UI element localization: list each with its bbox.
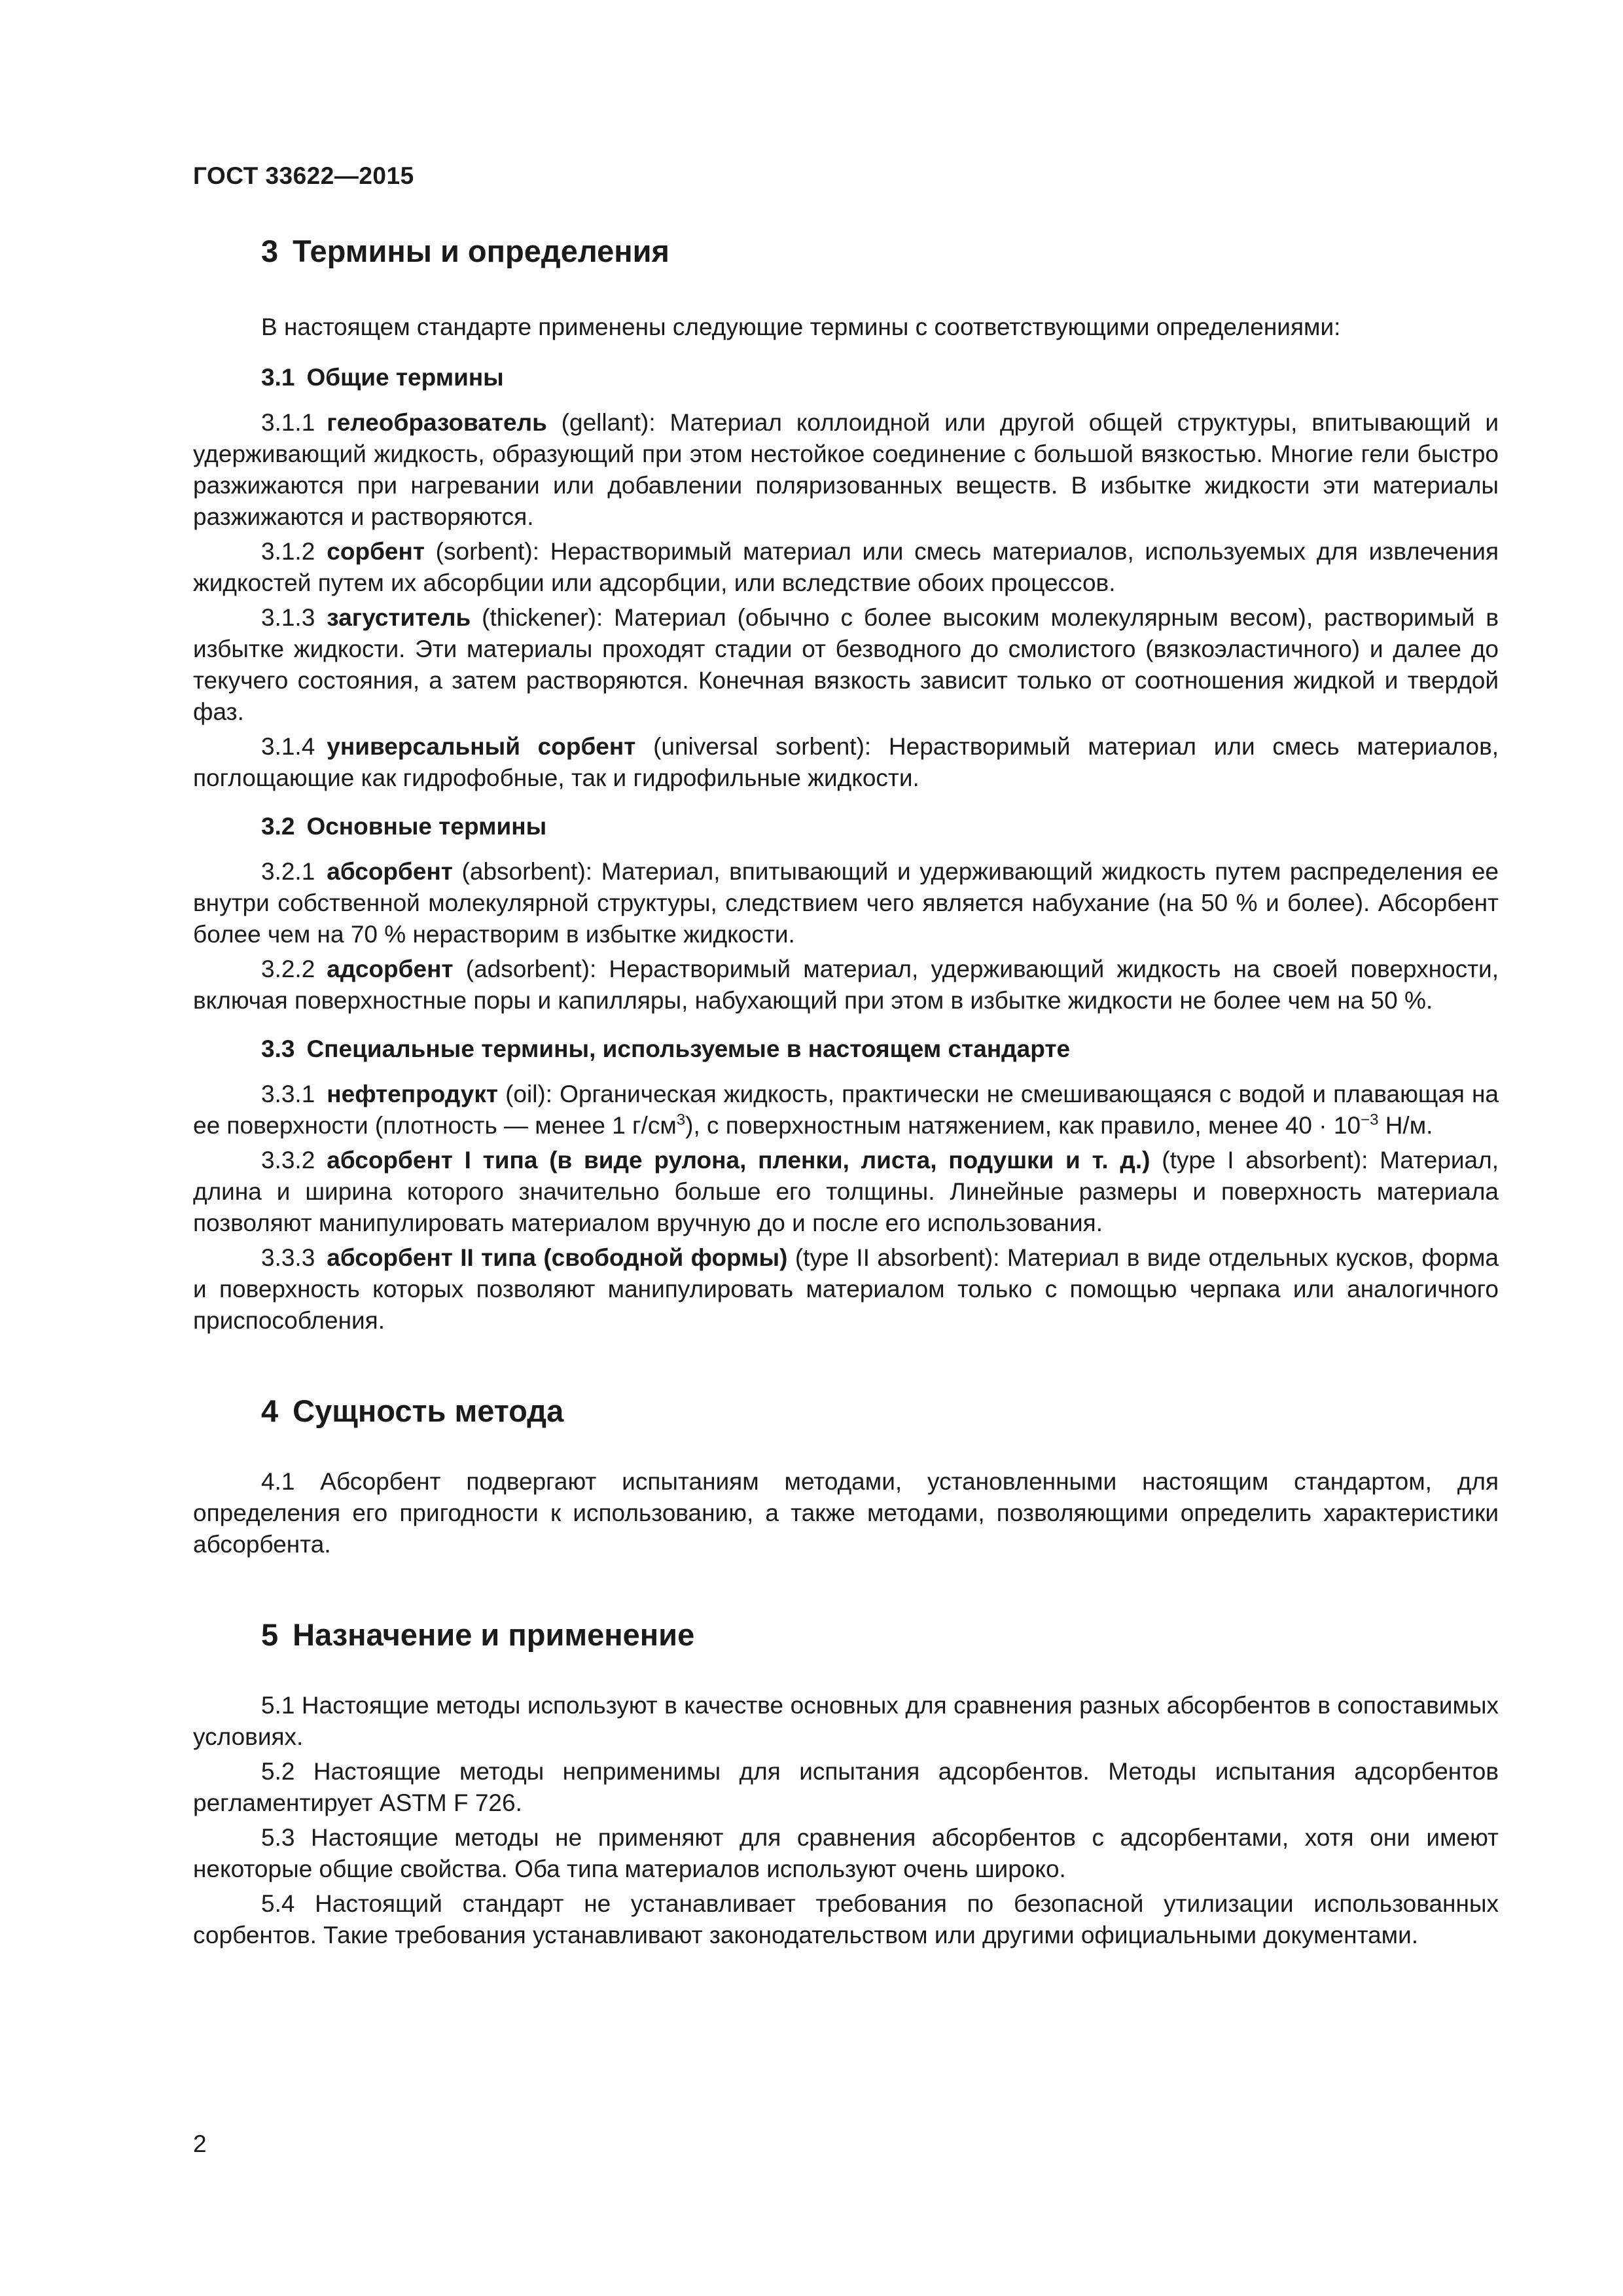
term-number: 3.2.2 (261, 956, 315, 982)
term-3-2-2 (193, 954, 1499, 1016)
term-definition: (adsorbent): Нерастворимый материал, удерживающий жидкость на своей поверхности, включая поверхностные поры и капилляры, набухающий при этом в избытке жидкости не более чем на 50 %. (193, 956, 1499, 1014)
subsection-number: 3.2 (261, 813, 295, 840)
section-5-heading (193, 1614, 1499, 1656)
superscript: −3 (1361, 1111, 1379, 1129)
clause-5-3: 5.3 Настоящие методы не применяют для сравнения абсорбентов с адсорбентами, хотя они имеют некоторые общие свойства. Оба типа материалов используют очень широко. (193, 1824, 1499, 1882)
term-3-2-1 (193, 856, 1499, 950)
term-definition-part: ), с поверхностным натяжением, как правило, менее 40 · 10 (685, 1112, 1361, 1139)
term-name: абсорбент (327, 858, 453, 885)
term-definition: (absorbent): Материал, впитывающий и удерживающий жидкость путем распределения ее внутри собственной молекулярной структуры, следствием чего является набухание (на 50 % и более). Абсорбент более чем на 70 % нерастворим в избытке жидкости. (193, 858, 1499, 948)
subsection-title: Общие термины (306, 364, 504, 391)
clause-5-2: 5.2 Настоящие методы неприменимы для испытания адсорбентов. Методы испытания адсорбентов регламентирует ASTM F 726. (193, 1758, 1499, 1816)
superscript: 3 (676, 1111, 686, 1129)
subsection-3-3-heading (193, 1033, 1499, 1066)
term-number: 3.3.2 (261, 1147, 315, 1174)
term-definition: (universal sorbent): Нерастворимый материал или смесь материалов, поглощающие как гидрофобные, так и гидрофильные жидкости. (193, 733, 1499, 791)
subsection-number: 3.1 (261, 364, 295, 391)
section-number: 3 (261, 234, 279, 268)
section-title: Сущность метода (293, 1393, 564, 1428)
term-definition-part: (oil): Органическая жидкость, практически не смешивающаяся с водой и плавающая на ее поверхности (плотность — менее 1 г/см (193, 1081, 1499, 1139)
term-3-1-2 (193, 536, 1499, 599)
term-name: абсорбент I типа (в виде рулона, пленки, листа, подушки и т. д.) (327, 1147, 1150, 1174)
term-number: 3.1.4 (261, 733, 315, 760)
term-name: абсорбент II типа (свободной формы) (327, 1244, 788, 1271)
term-number: 3.3.1 (261, 1081, 315, 1107)
term-name: загуститель (327, 604, 471, 631)
clause-5-4: 5.4 Настоящий стандарт не устанавливает требования по безопасной утилизации использованных сорбентов. Такие требования устанавливают законодательством или другими официальными документами. (193, 1890, 1499, 1948)
term-3-3-1 (193, 1079, 1499, 1141)
section-3-intro: В настоящем стандарте применены следующие термины с соответствующими определениями: (261, 314, 1341, 340)
term-number: 3.1.2 (261, 538, 315, 565)
clause-4-1: 4.1 Абсорбент подвергают испытаниям методами, установленными настоящим стандартом, для определения его пригодности к использованию, а также методами, позволяющими определить характеристики абсорбента. (193, 1468, 1499, 1558)
term-name: универсальный сорбент (327, 733, 636, 760)
term-3-3-2 (193, 1145, 1499, 1239)
subsection-number: 3.3 (261, 1035, 295, 1062)
term-name: адсорбент (327, 956, 454, 982)
term-number: 3.1.1 (261, 409, 315, 436)
term-3-1-4 (193, 731, 1499, 794)
section-number: 5 (261, 1617, 279, 1652)
term-definition: (thickener): Материал (обычно с более высоким молекулярным весом), растворимый в избытке жидкости. Эти материалы проходят стадии от безводного до смолистого (вязкоэластичного) и далее до текучего состояния, а затем растворяются. Конечная вязкость зависит только от соотношения жидкой и твердой фаз. (193, 604, 1499, 725)
term-definition: (type II absorbent): Материал в виде отдельных кусков, форма и поверхность которых позволяют манипулировать материалом только с помощью черпака или аналогичного приспособления. (193, 1244, 1499, 1334)
subsection-3-1-heading (193, 361, 1499, 394)
term-name: нефтепродукт (327, 1081, 499, 1107)
section-title: Назначение и применение (293, 1617, 695, 1652)
term-definition-part: Н/м. (1378, 1112, 1433, 1139)
section-title: Термины и определения (293, 234, 669, 268)
section-4-heading (193, 1390, 1499, 1432)
term-3-1-3 (193, 602, 1499, 728)
term-definition: (sorbent): Нерастворимый материал или смесь материалов, используемых для извлечения жидкостей путем их абсорбции или адсорбции, или вследствие обоих процессов. (193, 538, 1499, 596)
clause-5-1: 5.1 Настоящие методы используют в качестве основных для сравнения разных абсорбентов в сопоставимых условиях. (193, 1692, 1499, 1750)
subsection-title: Основные термины (306, 813, 547, 840)
term-number: 3.1.3 (261, 604, 315, 631)
term-definition: (type I absorbent): Материал, длина и ширина которого значительно больше его толщины. Линейные размеры и поверхность материала позволяют манипулировать материалом вручную до и после его использования. (193, 1147, 1499, 1236)
term-3-3-3 (193, 1242, 1499, 1336)
page-number: 2 (193, 2130, 207, 2157)
term-3-1-1 (193, 407, 1499, 533)
term-definition: (gellant): Материал коллоидной или другой общей структуры, впитывающий и удерживающий жидкость, образующий при этом нестойкое соединение с большой вязкостью. Многие гели быстро разжижаются при нагревании или добавлении поляризованных веществ. В избытке жидкости эти материалы разжижаются и растворяются. (193, 409, 1499, 530)
term-name: гелеобразователь (327, 409, 547, 436)
document-header: ГОСТ 33622—2015 (193, 162, 414, 189)
document-body (193, 230, 1499, 1951)
term-name: сорбент (327, 538, 425, 565)
section-number: 4 (261, 1393, 279, 1428)
term-number: 3.2.1 (261, 858, 315, 885)
subsection-title: Специальные термины, используемые в настоящем стандарте (306, 1035, 1071, 1062)
subsection-3-2-heading (193, 810, 1499, 843)
section-3-heading (193, 230, 1499, 272)
term-number: 3.3.3 (261, 1244, 315, 1271)
